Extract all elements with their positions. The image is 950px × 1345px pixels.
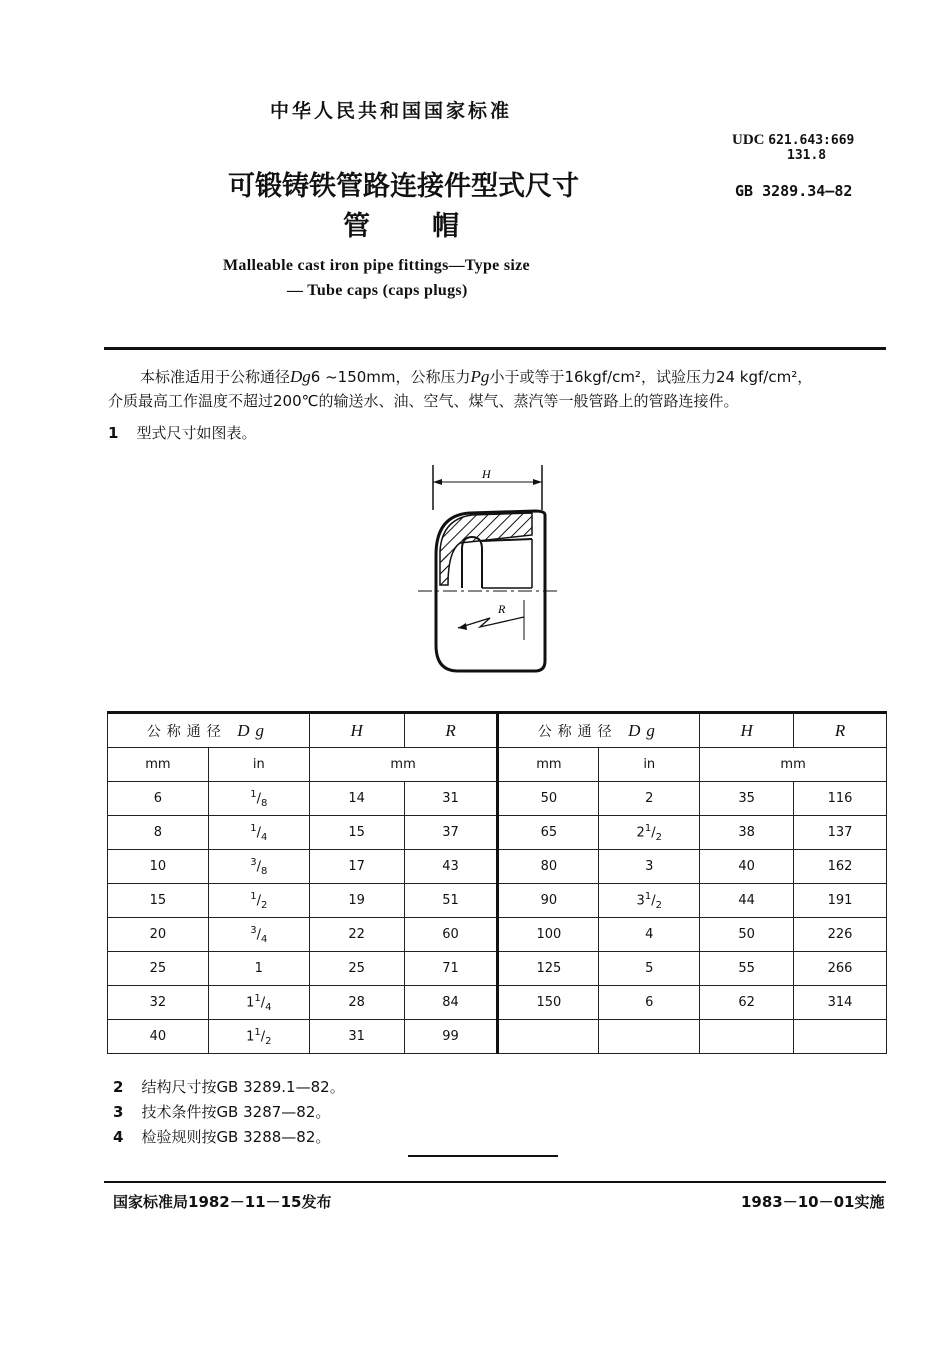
header-r: R — [404, 713, 498, 748]
title-cn-line2: 管帽 — [343, 211, 521, 242]
fraction-numerator: 1 — [254, 992, 261, 1004]
fraction-whole: 1 — [246, 1028, 255, 1044]
fraction-denominator: 8 — [260, 797, 268, 809]
section-1 — [108, 422, 256, 443]
dimension-table — [107, 711, 887, 1054]
end-rule — [408, 1155, 558, 1157]
cell-mm: 125 — [498, 952, 599, 986]
cell-r: 162 — [794, 850, 887, 884]
fraction-numerator: 1 — [254, 1026, 261, 1038]
unit-mm-hr-right: mm — [700, 748, 887, 782]
radius-label: R — [498, 602, 506, 616]
unit-mm-right: mm — [498, 748, 599, 782]
section-1-number: 1 — [108, 424, 119, 442]
cell-r: 99 — [404, 1020, 498, 1054]
fraction-numerator: 3 — [250, 924, 257, 936]
header-h: H — [309, 713, 404, 748]
cell-r: 51 — [404, 884, 498, 918]
unit-mm: mm — [108, 748, 209, 782]
cell-mm: 20 — [108, 918, 209, 952]
cell-h: 55 — [700, 952, 794, 986]
fraction-numerator: 1 — [644, 890, 652, 902]
cell-h: 15 — [309, 816, 404, 850]
cell-h: 17 — [309, 850, 404, 884]
dim-h-label: H — [482, 467, 491, 481]
fraction-numerator: 1 — [644, 822, 652, 834]
cell-mm: 6 — [108, 782, 209, 816]
dg-symbol: Dg — [290, 367, 311, 386]
fraction-denominator: 2 — [265, 1035, 272, 1047]
fraction-slash: / — [256, 926, 261, 942]
cell-h: 22 — [309, 918, 404, 952]
cap-section-hatch — [440, 513, 532, 585]
table-row — [108, 918, 887, 952]
cell-r: 137 — [794, 816, 887, 850]
header-h-right: H — [700, 713, 794, 748]
gb-code: GB 3289.34—82 — [735, 182, 853, 200]
cell-h: 62 — [700, 986, 794, 1020]
fraction-whole: 3 — [636, 892, 645, 908]
table-row — [108, 884, 887, 918]
cell-r: 43 — [404, 850, 498, 884]
fraction-denominator: 2 — [655, 899, 662, 911]
fraction-slash: / — [651, 824, 656, 840]
cell-in — [599, 884, 700, 918]
note-3: 3 技术条件按GB 3287—82。 — [113, 1103, 331, 1121]
section-1-text: 型式尺寸如图表。 — [136, 424, 257, 442]
unit-in: in — [208, 748, 309, 782]
udc-code — [732, 132, 854, 149]
note-4: 4 检验规则按GB 3288—82。 — [113, 1128, 331, 1146]
cell-in: 2 — [599, 782, 700, 816]
cell-in — [208, 1020, 309, 1054]
tube-cap-drawing — [400, 455, 570, 685]
cell-r: 37 — [404, 816, 498, 850]
scope-text-b: 6 ~150mm，公称压力 — [310, 368, 471, 386]
fraction-numerator: 3 — [250, 856, 257, 868]
header-nominal-diameter: 公称通径 Dg — [108, 713, 310, 748]
fraction-slash: / — [651, 892, 656, 908]
cell-h: 19 — [309, 884, 404, 918]
cell-h: 38 — [700, 816, 794, 850]
cell-r: 266 — [794, 952, 887, 986]
cell-mm: 15 — [108, 884, 209, 918]
cell-in — [208, 884, 309, 918]
udc-number: 621.643:669 — [768, 133, 855, 148]
udc-code-line2: 131.8 — [787, 148, 827, 163]
scope-text-a: 本标准适用于公称通径 — [140, 368, 291, 386]
unit-mm-hr: mm — [309, 748, 498, 782]
title-en-line1: Malleable cast iron pipe fittings—Type size — [223, 257, 530, 274]
radius-arrow — [458, 623, 467, 630]
table-row — [108, 850, 887, 884]
fraction-numerator: 1 — [250, 788, 257, 800]
cell-mm: 150 — [498, 986, 599, 1020]
publish-date: 国家标准局1982－11－15发布 — [113, 1193, 332, 1211]
fraction-whole: 2 — [636, 824, 645, 840]
standard-organization: 中华人民共和国国家标准 — [270, 100, 513, 122]
cell-h: 14 — [309, 782, 404, 816]
cell-r: 60 — [404, 918, 498, 952]
cell-in — [599, 1020, 700, 1054]
cell-in — [208, 816, 309, 850]
cell-mm: 80 — [498, 850, 599, 884]
fraction-slash: / — [260, 994, 266, 1010]
cell-in — [208, 918, 309, 952]
table-row — [108, 782, 887, 816]
scope-paragraph-line2: 介质最高工作温度不超过200℃的输送水、油、空气、煤气、蒸汽等一般管路上的管路连接件。 — [108, 392, 739, 410]
note-2: 2 结构尺寸按GB 3289.1—82。 — [113, 1078, 345, 1096]
fraction-slash: / — [256, 858, 261, 874]
fraction-denominator: 4 — [260, 831, 268, 843]
cell-in: 6 — [599, 986, 700, 1020]
fraction-denominator: 8 — [260, 865, 268, 877]
table-unit-row — [108, 748, 887, 782]
cell-in: 3 — [599, 850, 700, 884]
title-en-line2: — Tube caps (caps plugs) — [287, 282, 468, 299]
cell-mm: 50 — [498, 782, 599, 816]
cell-mm: 40 — [108, 1020, 209, 1054]
cell-h: 40 — [700, 850, 794, 884]
fraction-slash: / — [256, 892, 261, 908]
fraction-slash: / — [256, 790, 261, 806]
fraction-slash: / — [260, 1028, 266, 1044]
cell-in — [208, 850, 309, 884]
cell-mm — [498, 1020, 599, 1054]
table-row — [108, 952, 887, 986]
title-cn-line1: 可锻铸铁管路连接件型式尺寸 — [228, 171, 579, 202]
pg-symbol: Pg — [470, 367, 490, 386]
cell-in — [599, 816, 700, 850]
fraction-denominator: 4 — [265, 1001, 272, 1013]
header-divider — [104, 347, 886, 350]
cell-mm: 100 — [498, 918, 599, 952]
cell-mm: 90 — [498, 884, 599, 918]
fraction-numerator: 1 — [250, 822, 257, 834]
cell-r: 116 — [794, 782, 887, 816]
effective-date: 1983－10－01实施 — [741, 1193, 885, 1211]
cell-in — [208, 782, 309, 816]
cell-in: 4 — [599, 918, 700, 952]
cell-in: 5 — [599, 952, 700, 986]
dim-arrow-left — [433, 479, 442, 485]
cell-r: 314 — [794, 986, 887, 1020]
udc-label: UDC — [732, 132, 765, 148]
cell-mm: 25 — [108, 952, 209, 986]
cell-r — [794, 1020, 887, 1054]
footer-divider — [104, 1181, 886, 1183]
table-header-row — [108, 713, 887, 748]
dim-arrow-right — [533, 479, 542, 485]
unit-in-right: in — [599, 748, 700, 782]
cell-in: 1 — [208, 952, 309, 986]
cell-r: 84 — [404, 986, 498, 1020]
header-r-right: R — [794, 713, 887, 748]
scope-paragraph-line1 — [140, 366, 812, 387]
cell-mm: 8 — [108, 816, 209, 850]
radius-leader — [458, 617, 524, 628]
cell-mm: 10 — [108, 850, 209, 884]
header-nominal-diameter-right: 公称通径 Dg — [498, 713, 700, 748]
cell-h: 25 — [309, 952, 404, 986]
cap-thread-inner — [462, 537, 482, 588]
cell-r: 191 — [794, 884, 887, 918]
table-row — [108, 986, 887, 1020]
fraction-denominator: 2 — [260, 899, 268, 911]
cell-r: 71 — [404, 952, 498, 986]
fraction-numerator: 1 — [250, 890, 257, 902]
fraction-whole: 1 — [246, 994, 255, 1010]
fraction-slash: / — [256, 824, 261, 840]
cell-h: 28 — [309, 986, 404, 1020]
cell-h: 35 — [700, 782, 794, 816]
cell-h: 50 — [700, 918, 794, 952]
cell-h — [700, 1020, 794, 1054]
fraction-denominator: 2 — [655, 831, 662, 843]
cell-r: 226 — [794, 918, 887, 952]
table-row — [108, 1020, 887, 1054]
scope-text-c: 小于或等于16kgf/cm²，试验压力24 kgf/cm²， — [489, 368, 813, 386]
cell-r: 31 — [404, 782, 498, 816]
cell-mm: 32 — [108, 986, 209, 1020]
table-row — [108, 816, 887, 850]
cell-mm: 65 — [498, 816, 599, 850]
cell-in — [208, 986, 309, 1020]
cell-h: 31 — [309, 1020, 404, 1054]
cell-h: 44 — [700, 884, 794, 918]
fraction-denominator: 4 — [260, 933, 268, 945]
